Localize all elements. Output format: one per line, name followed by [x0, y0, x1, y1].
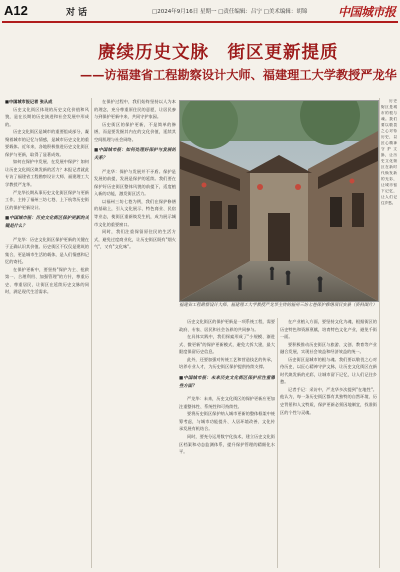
column-divider — [379, 98, 380, 568]
article-photo — [179, 100, 379, 302]
paragraph: 历史街区是城市的根与魂。我们要以敬畏之心对待历史，以匠心精神守护文脉，让历史文化街区在新时代焕发新的光彩，让城市留下记忆，让人们记住乡愁。 — [381, 99, 397, 205]
paragraph: 历史文化街区是城市的重要组成部分，凝聚着城市的记忆与情感，是城市历史文化的重要载体。近年来，各地积极推进历史文化街区保护与更新，取得了显著成效。 — [5, 129, 89, 157]
paragraph: 以福州三坊七巷为例，我们在保护修缮的基础上，引入文化展示、特色商业、民宿等业态，使街区重新焕发生机，成为展示城市文化的重要窗口。 — [94, 198, 176, 227]
byline: ■中国城市报记者 张从成 — [5, 99, 53, 104]
paragraph: 要将历史街区保护纳入城市更新的整体框架中统筹考虑，与城市功能提升、人居环境改善、文化传承发展有机结合。 — [179, 411, 275, 432]
article-column-2 — [94, 98, 176, 568]
article-column-1 — [5, 98, 89, 568]
column-divider — [91, 98, 92, 568]
interview-question: ■中国城市报：历史文化街区保护更新的关键是什么？ — [5, 216, 89, 230]
paragraph: 要积极推动历史街区与旅游、文创、教育等产业融合发展，实现社会效益和经济效益的统一。 — [280, 341, 377, 355]
dateline: □2024年9月16日 星期一 □责任编辑：吕宁 □美术编辑：胡锦 — [152, 9, 308, 15]
article-column-4 — [280, 318, 377, 568]
paragraph: 在保护更新中，要坚持"保护为主、抢救第一、合理利用、加强管理"的方针，尊重历史、尊重居民，让街区在延续历史文脉的同时，满足现代生活需求。 — [5, 266, 89, 295]
paragraph: 历史街区的保护更新，不是简单的修缮，而是要发掘其内在的文化价值，延续其空间肌理与社会网络。 — [94, 121, 176, 142]
article-column-5 — [381, 98, 397, 568]
headline-title: 赓续历史文脉 街区更新提质 — [98, 43, 339, 63]
paragraph: 严龙华：未来，历史文化街区的保护更新应更加注重整体性、系统性和可持续性。 — [179, 396, 275, 409]
column-divider — [277, 318, 278, 568]
paragraph: 如何在保护中发展、在发展中保护？如何让历史文化街区焕发新的活力？本报记者就此专访了福建省工程勘察设计大师、福建理工大学教授严龙华。 — [5, 159, 89, 188]
paragraph: 历史街区是城市的根与魂。我们要以敬畏之心对待历史，以匠心精神守护文脉，让历史文化街区在新时代焕发新的光彩，让城市留下记忆，让人们记住乡愁。 — [280, 356, 377, 385]
header-rule — [2, 21, 398, 23]
paragraph: 同时，我们注重保留原住民的生活方式，避免过度商业化，让历史街区既有"烟火气"，又有"文化味"。 — [94, 229, 176, 250]
street-scene-image — [180, 101, 378, 301]
paragraph: 在产业植入方面，要坚持文化为魂，根据街区的历史特色和资源禀赋，培育特色文化产业，避免千街一面。 — [280, 319, 377, 340]
article-column-3 — [179, 318, 275, 568]
section-name: 对话 — [66, 8, 91, 18]
interview-question: ■中国城市报：如何处理好保护与发展的关系？ — [94, 148, 176, 162]
page-header — [0, 0, 400, 22]
paragraph: 严龙华长期从事历史文化街区保护与更新工作，主持了福州三坊七巷、上下杭等历史街区的保护更新设计。 — [5, 189, 89, 210]
paragraph: 严龙华：历史文化街区保护更新的关键在于正确认识其价值。历史街区不仅仅是建筑的集合，更是城市生活的载体，是人们情感和记忆的寄托。 — [5, 236, 89, 265]
paragraph: 历史文化街区的保护更新是一项系统工程，需要政府、专家、居民和社会各界的共同参与。 — [179, 319, 275, 332]
paragraph: 在保护过程中，我们始终坚持以人为本的理念，充分尊重原住民的意愿，让居民参与到保护更新中来，共同守护家园。 — [94, 99, 176, 120]
paragraph: 记者手记：采访中，严龙华多次提到"在地性"。他认为，每一条历史街区都有其独特的自然环境、历史背景和人文特质，保护更新必须因地制宜，找准街区的个性与灵魂。 — [280, 386, 377, 415]
paragraph: 同时，要充分运用数字化技术，建立历史文化街区档案和动态监测体系，提升保护管理的精细化水平。 — [179, 433, 275, 455]
interview-question: ■中国城市报：未来历史文化街区保护应注重哪些方面？ — [179, 375, 275, 390]
page-number: A12 — [4, 3, 28, 18]
paragraph: 严龙华：保护与发展并不矛盾。保护是发展的前提，发展是保护的延续。我们要在保护好历史街区整体风貌的前提下，适度植入新的功能，激发街区活力。 — [94, 168, 176, 197]
paragraph: 此外，还要加强对传统工艺和营造技艺的传承，培养专业人才，为历史街区保护提供持续支撑。 — [179, 356, 275, 370]
paragraph: 历史文化街区体现的历史文化价值和风貌，是在长期的历史演进和社会发展中形成的。 — [5, 106, 89, 127]
headline-subtitle: ——访福建省工程勘察设计大师、福建理工大学教授严龙华 — [80, 68, 397, 82]
masthead-logo: 中国城市报 — [338, 5, 396, 19]
paragraph: 在具体实践中，我们探索形成了"小规模、渐进式、微更新"的保护更新模式，避免大拆大建，最大限度保留历史信息。 — [179, 334, 275, 355]
photo-caption: 福建省工程勘察设计大师、福建理工大学教授严龙华主持的福州三坊七巷保护修缮项目实景（资料图片） — [179, 303, 377, 308]
